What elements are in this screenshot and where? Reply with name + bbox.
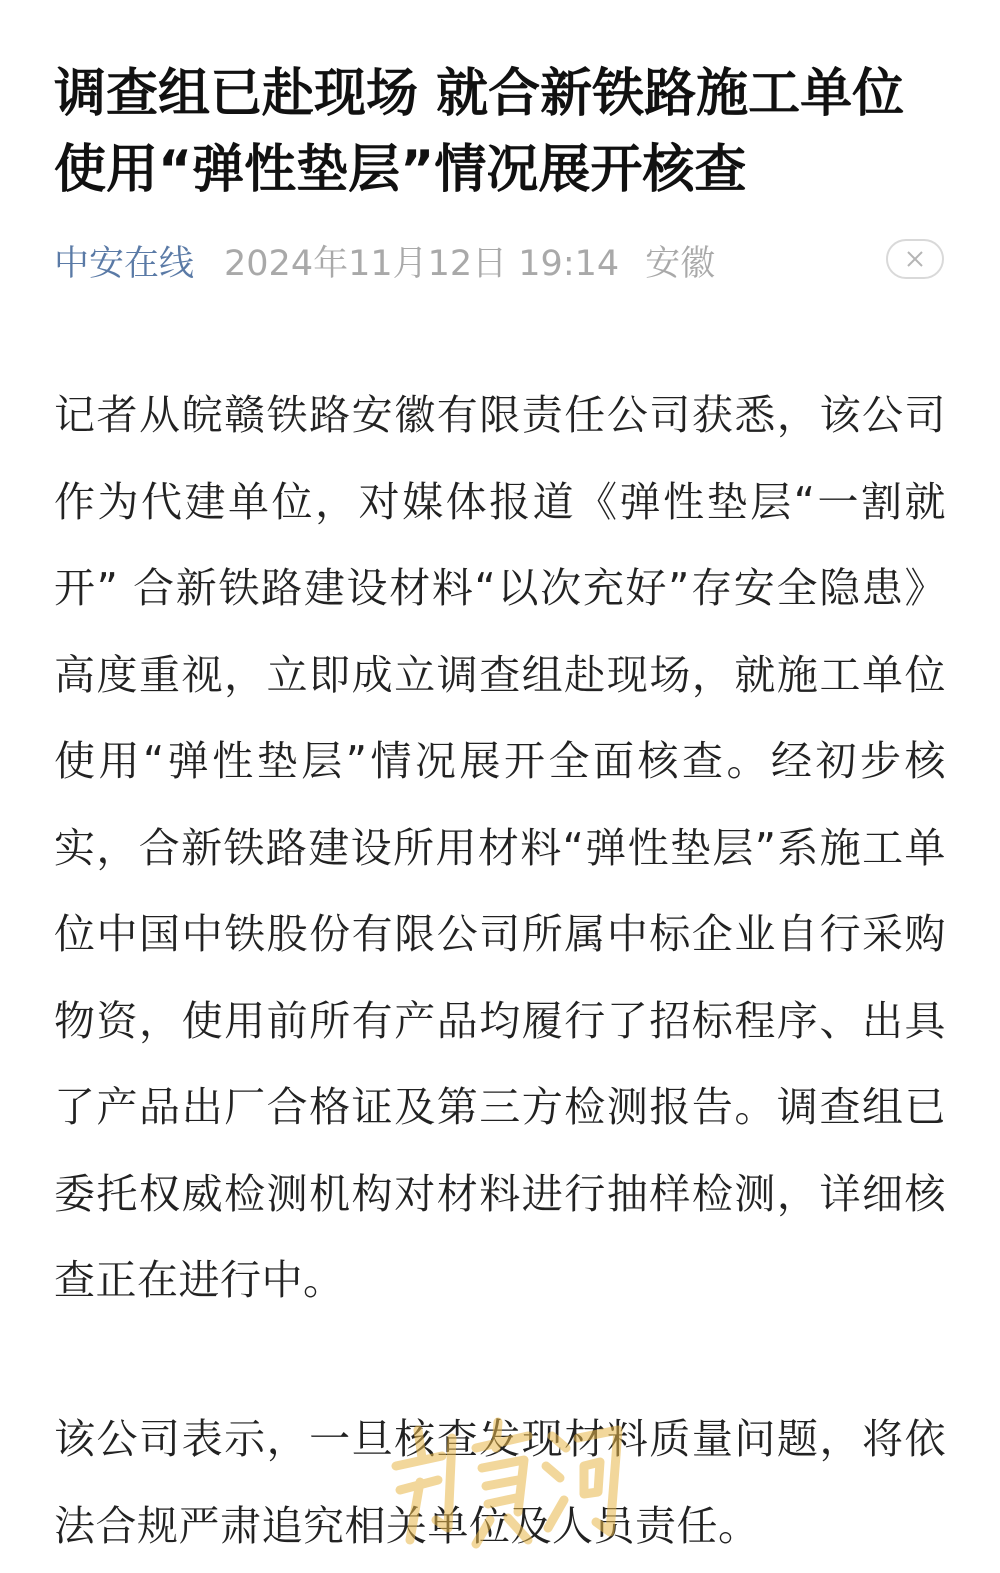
region-label: 安徽: [645, 244, 716, 284]
article-meta: [54, 238, 954, 290]
close-icon: [906, 250, 924, 268]
article-paragraph: 记者从皖赣铁路安徽有限责任公司获悉，该公司作为代建单位，对媒体报道《弹性垫层“一割就开” 合新铁路建设材料“以次充好”存安全隐患》高度重视，立即成立调查组赴现场，就施工单位使用“弹性垫层”情况展开全面核查。经初步核实，合新铁路建设所用材料“弹性垫层”系施工单位中国中铁股份有限公司所属中标企业自行采购物资，使用前所有产品均履行了招标程序、出具了产品出厂合格证及第三方检测报告。调查组已委托权威检测机构对材料进行抽样检测，详细核查正在进行中。: [54, 391, 946, 1304]
article-title: 调查组已赴现场 就合新铁路施工单位使用“弹性垫层”情况展开核查: [54, 64, 905, 200]
publish-datetime: 2024年11月12日 19:14: [224, 244, 620, 284]
source-link[interactable]: 中安在线: [54, 244, 195, 284]
close-button[interactable]: [886, 239, 944, 279]
article-paragraph: 该公司表示，一旦核查发现材料质量问题，将依法合规严肃追究相关单位及人员责任。: [54, 1415, 946, 1550]
